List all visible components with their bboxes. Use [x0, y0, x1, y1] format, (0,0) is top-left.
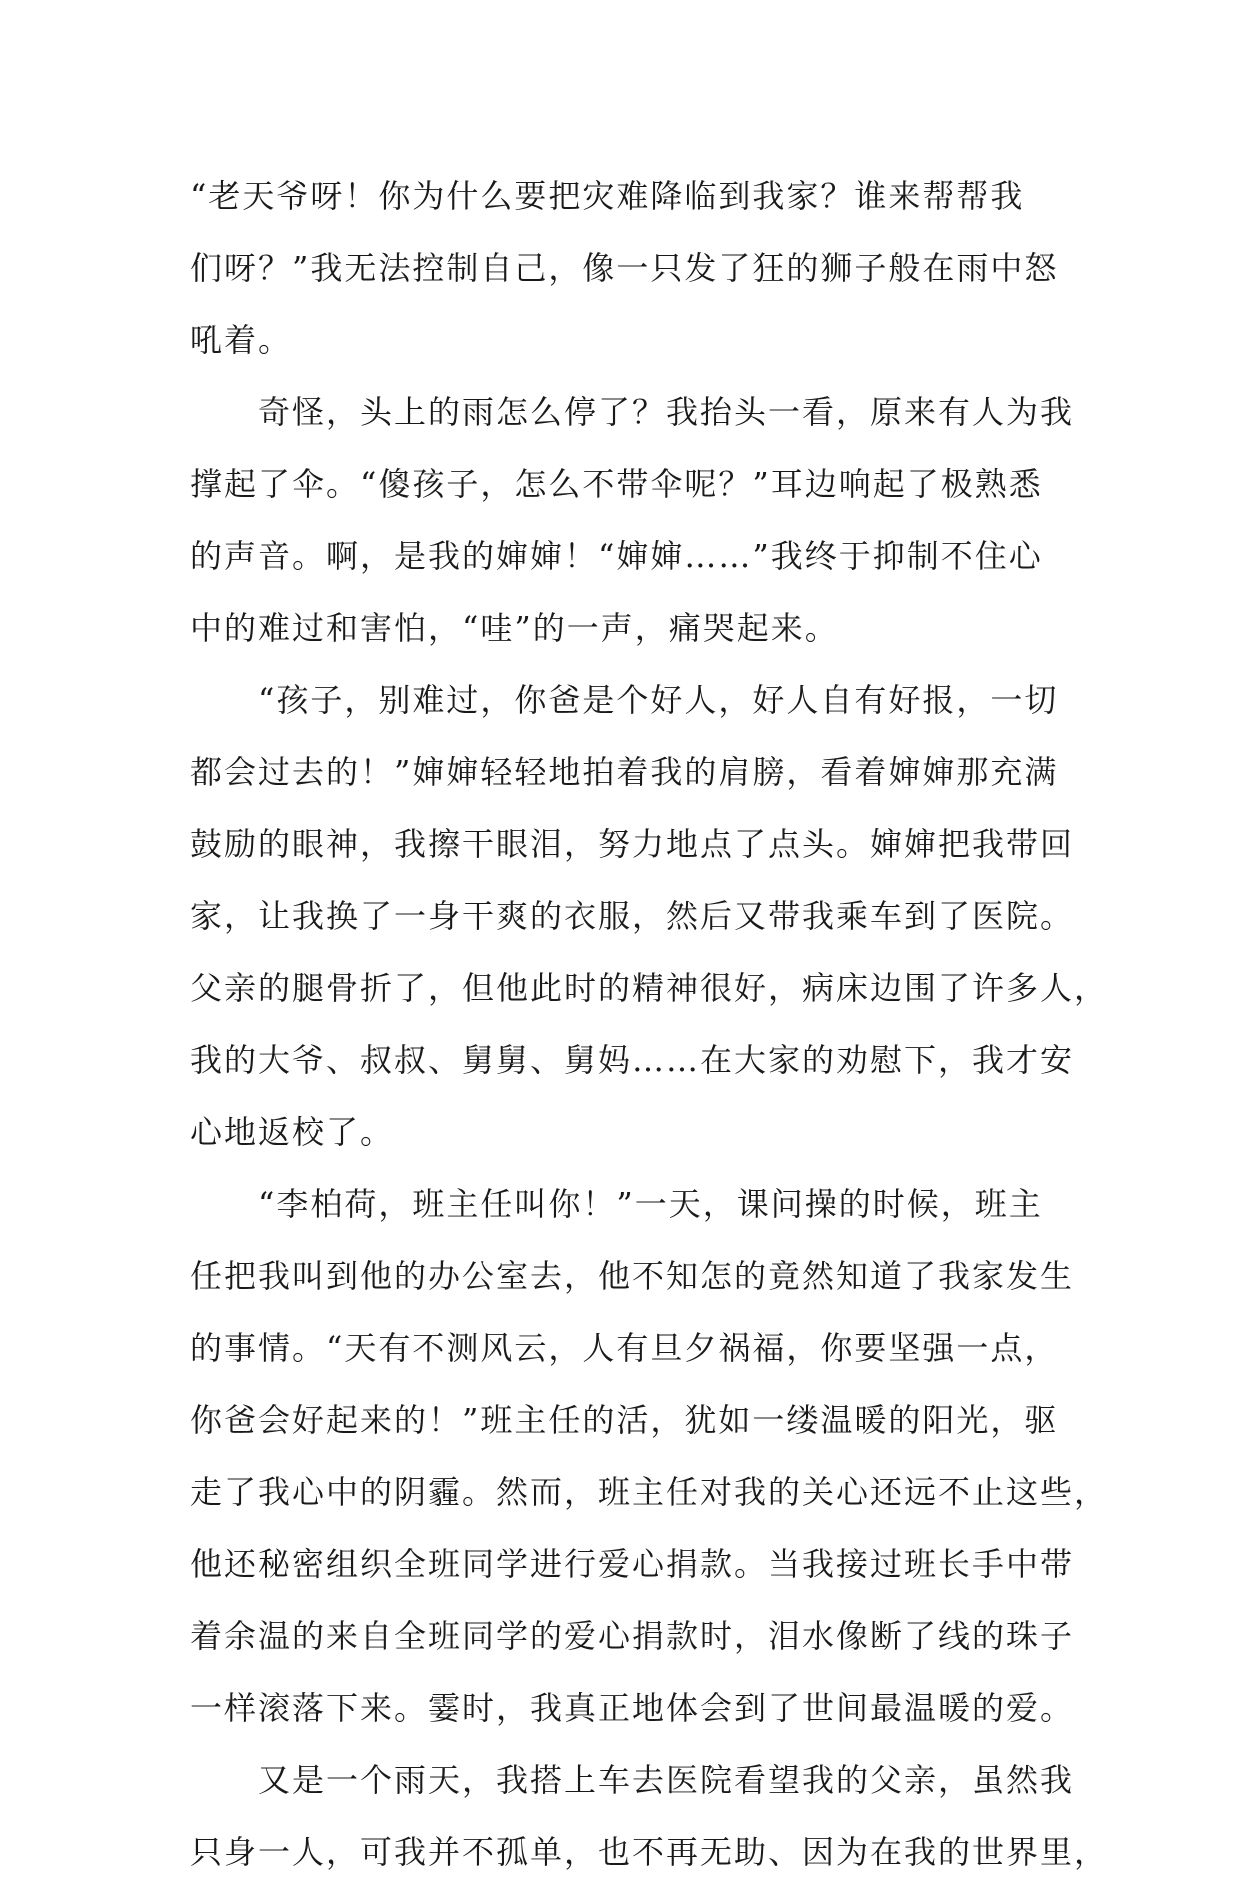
- text-line-22: 一样滚落下来。霎时，我真正地体会到了世间最温暖的爱。: [190, 1689, 1075, 1727]
- text-line-11: 家，让我换了一身干爽的衣服，然后又带我乘车到了医院。: [190, 897, 1075, 935]
- text-line-5: 撑起了伞。“傻孩子，怎么不带伞呢？”耳边响起了极熟悉: [190, 465, 1043, 503]
- text-line-14: 心地返校了。: [190, 1113, 395, 1151]
- text-line-10: 鼓励的眼神，我擦干眼泪，努力地点了点头。婶婶把我带回: [190, 825, 1075, 863]
- text-line-4: 奇怪，头上的雨怎么停了？我抬头一看，原来有人为我: [190, 393, 1075, 431]
- text-line-17: 的事情。“天有不测风云，人有旦夕祸福，你要坚强一点，: [190, 1329, 1059, 1367]
- text-line-16: 任把我叫到他的办公室去，他不知怎的竟然知道了我家发生: [190, 1257, 1075, 1295]
- text-line-12: 父亲的腿骨折了，但他此时的精神很好，病床边围了许多人，: [190, 969, 1109, 1007]
- text-line-19: 走了我心中的阴霾。然而，班主任对我的关心还远不止这些，: [190, 1473, 1109, 1511]
- text-line-8: “孩子，别难过，你爸是个好人，好人自有好报，一切: [190, 681, 1059, 719]
- text-line-21: 着余温的来自全班同学的爱心捐款时，泪水像断了线的珠子: [190, 1617, 1075, 1655]
- text-line-2: 们呀？”我无法控制自己，像一只发了狂的狮子般在雨中怒: [190, 249, 1059, 287]
- text-line-15: “李柏荷，班主任叫你！”一天，课问操的时候，班主: [190, 1185, 1043, 1223]
- text-line-7: 中的难过和害怕，“哇”的一声，痛哭起来。: [190, 609, 839, 647]
- text-line-13: 我的大爷、叔叔、舅舅、舅妈……在大家的劝慰下，我才安: [190, 1041, 1075, 1079]
- body-text: [190, 160, 1109, 1888]
- text-line-1: “老天爷呀！你为什么要把灾难降临到我家？谁来帮帮我: [190, 177, 1025, 215]
- text-line-6: 的声音。啊，是我的婶婶！“婶婶……”我终于抑制不住心: [190, 537, 1043, 575]
- text-line-18: 你爸会好起来的！”班主任的活，犹如一缕温暖的阳光，驱: [190, 1401, 1059, 1439]
- text-line-3: 吼着。: [190, 321, 293, 359]
- text-line-20: 他还秘密组织全班同学进行爱心捐款。当我接过班长手中带: [190, 1545, 1075, 1583]
- text-line-24: 只身一人，可我并不孤单，也不再无助、因为在我的世界里，: [190, 1833, 1109, 1871]
- text-line-23: 又是一个雨天，我搭上车去医院看望我的父亲，虽然我: [190, 1761, 1075, 1799]
- text-line-9: 都会过去的！”婶婶轻轻地拍着我的肩膀，看着婶婶那充满: [190, 753, 1059, 791]
